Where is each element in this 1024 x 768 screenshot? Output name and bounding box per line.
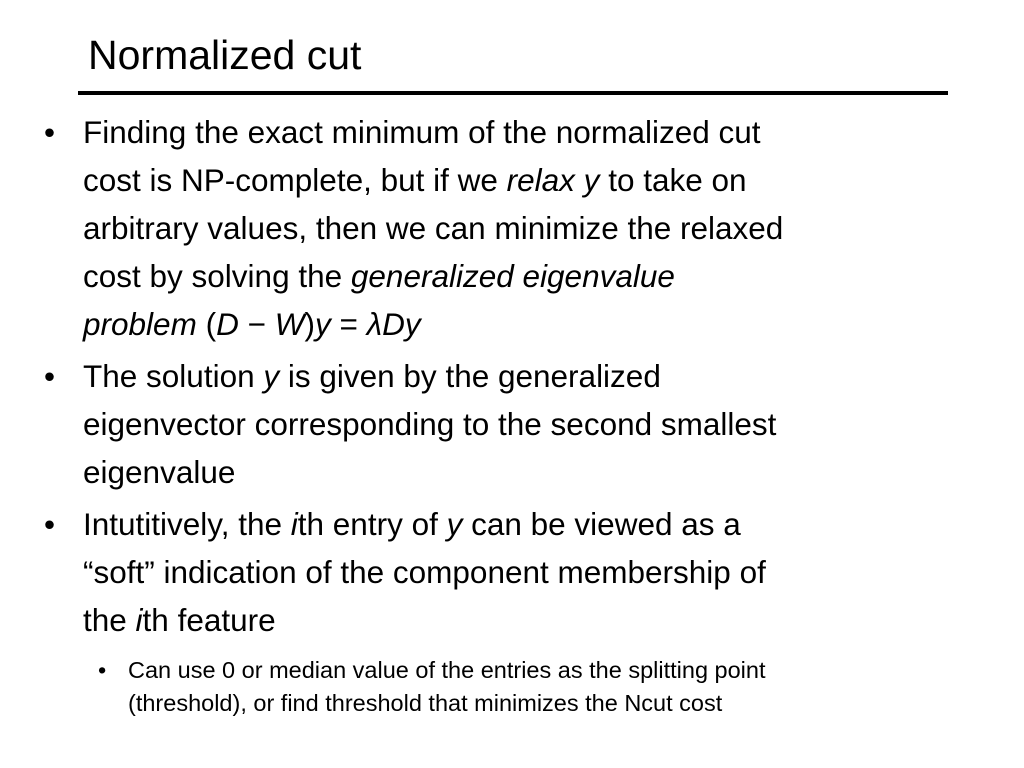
bullet-marker: • [44, 506, 56, 542]
bullet-line: cost is NP-complete, but if we relax y to take on [83, 162, 747, 198]
slide-body [0, 108, 1024, 720]
bullet-marker: • [44, 114, 56, 150]
bullet-marker: • [44, 358, 56, 394]
bullet-line: Finding the exact minimum of the normalized cut [83, 114, 761, 150]
bullet-line: eigenvector corresponding to the second smallest [83, 406, 777, 442]
sub-bullet-marker: • [98, 657, 107, 683]
sub-bullet-line: (threshold), or find threshold that minimizes the Ncut cost [128, 690, 723, 716]
sub-bullet-line: Can use 0 or median value of the entries as the splitting point [128, 657, 766, 683]
bullet-line: the ith feature [83, 602, 276, 638]
bullet-line: “soft” indication of the component membership of [83, 554, 766, 590]
bullet-item [0, 500, 983, 644]
bullet-item [0, 352, 983, 496]
bullet-line: Intutitively, the ith entry of y can be viewed as a [83, 506, 741, 542]
bullet-item [0, 108, 983, 348]
bullet-line: eigenvalue [83, 454, 236, 490]
title-divider [78, 91, 948, 95]
sub-bullet-item [0, 654, 988, 720]
bullet-line: The solution y is given by the generalized [83, 358, 661, 394]
bullet-line: cost by solving the generalized eigenvalue [83, 258, 675, 294]
bullet-line: arbitrary values, then we can minimize the relaxed [83, 210, 784, 246]
bullet-line: problem (D − W)y = λDy [83, 306, 421, 342]
slide-title: Normalized cut [88, 32, 362, 78]
